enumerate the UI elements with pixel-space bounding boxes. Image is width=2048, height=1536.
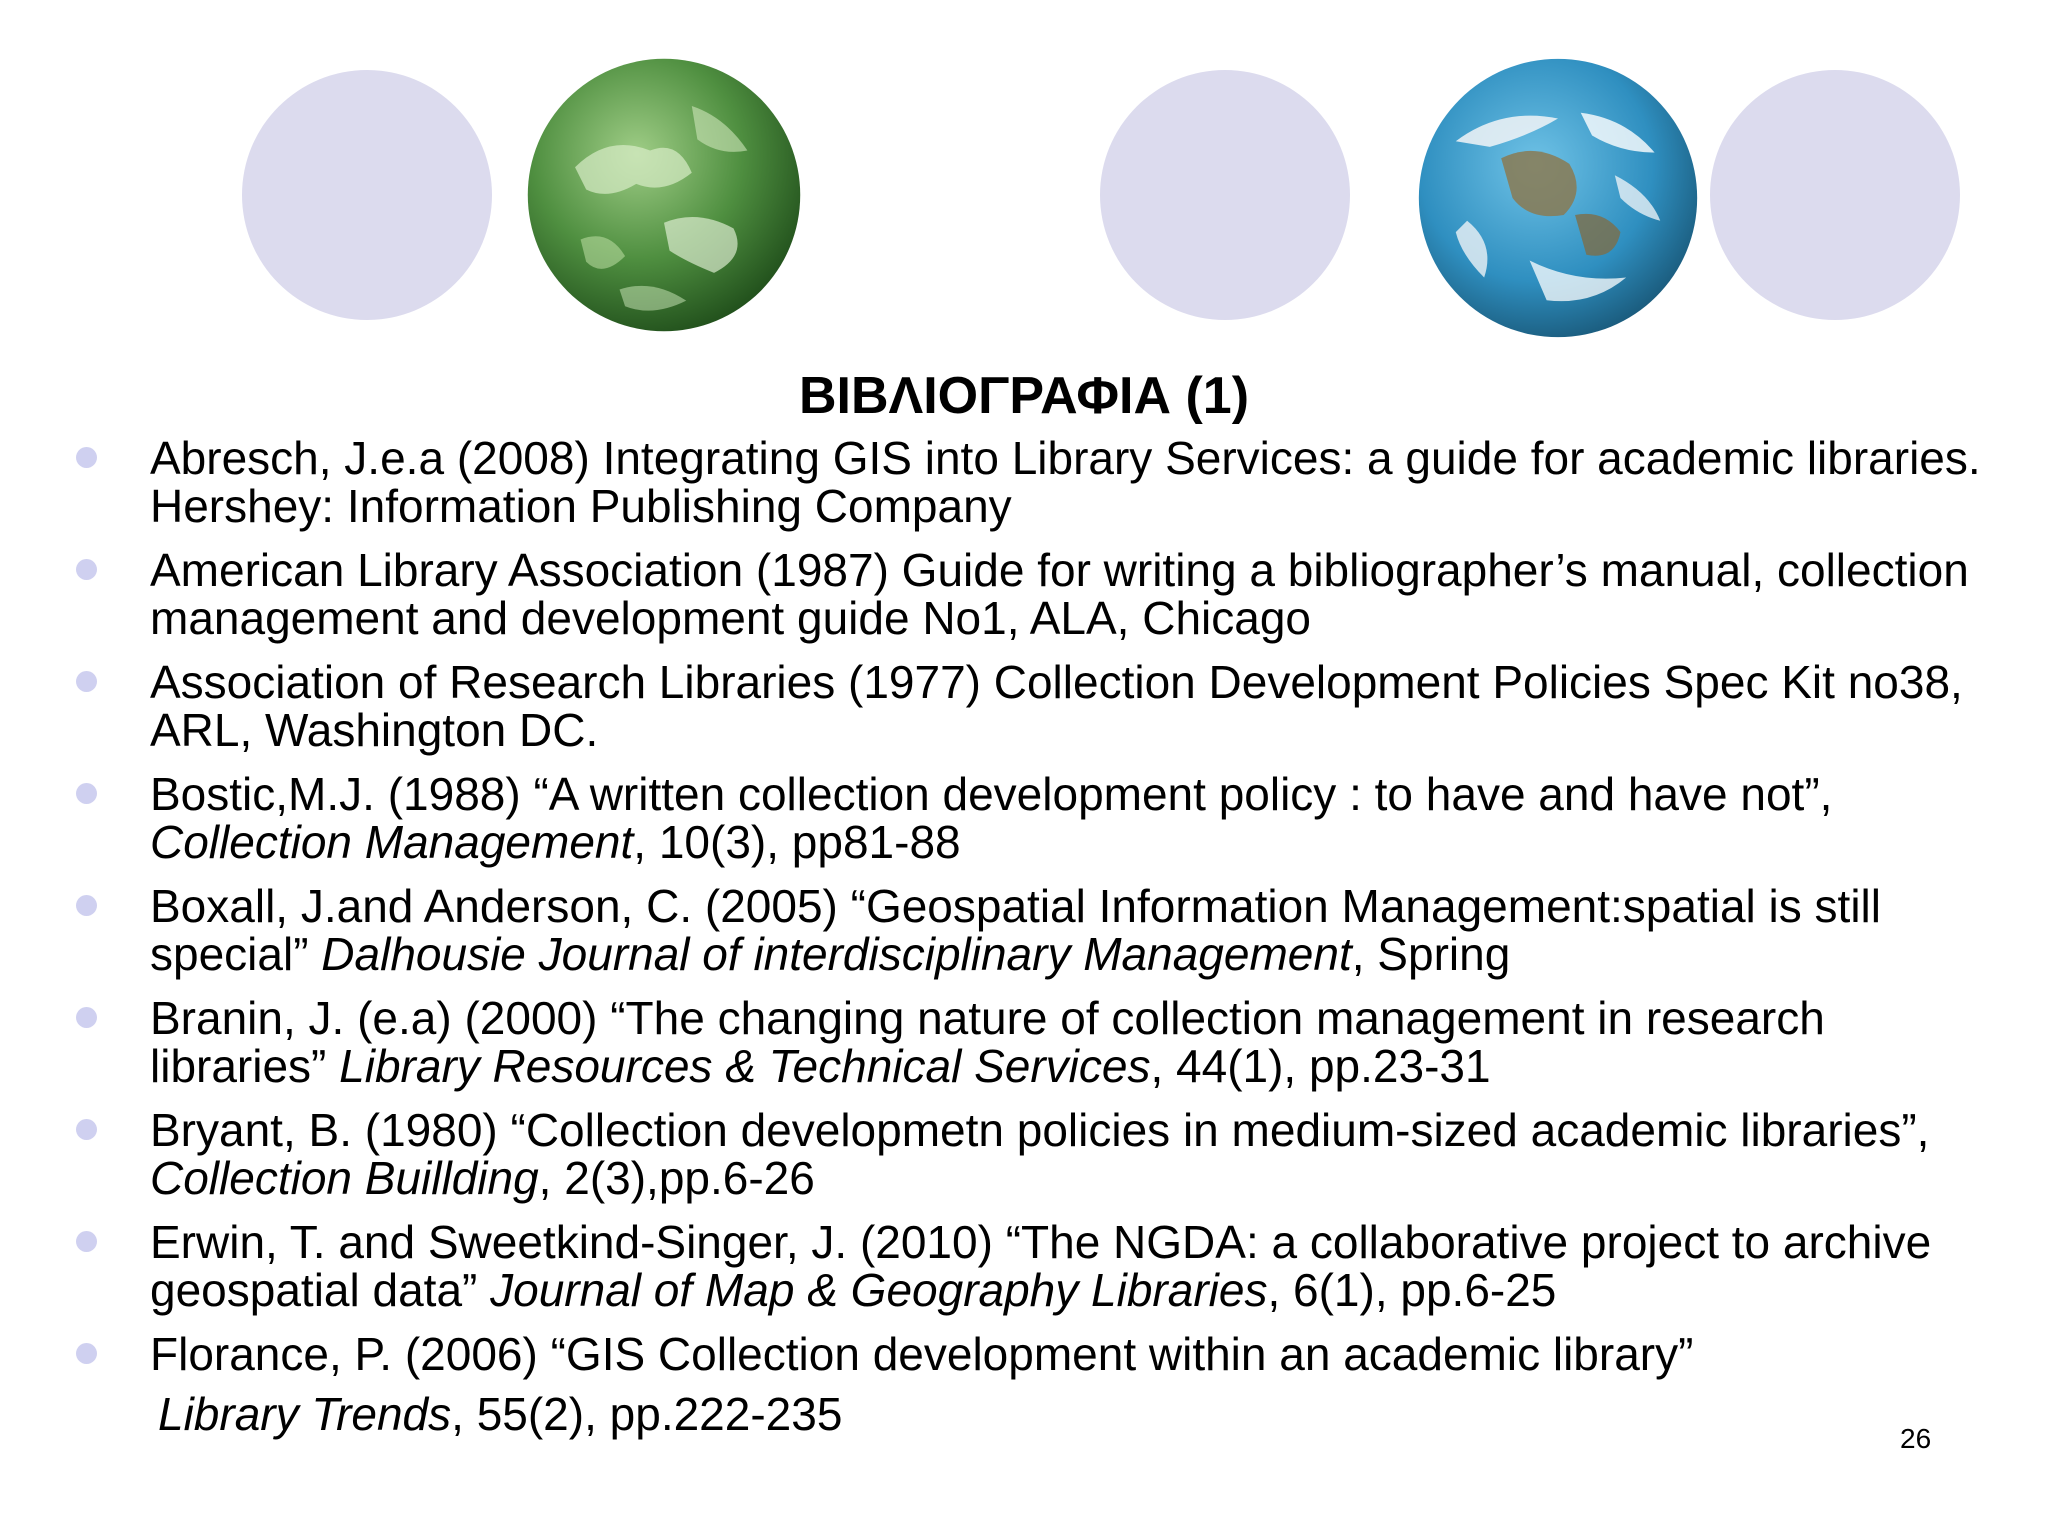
entry-text: Boxall, J.and Anderson, C. (2005) “Geospatial Information Management:spatial is still special” xyxy=(150,880,1881,980)
entry-text: Erwin, T. and Sweetkind-Singer, J. (2010) “The NGDA: a collaborative project to archive geospatial data” xyxy=(150,1216,1932,1316)
bibliography-entry xyxy=(0,658,2048,754)
bullet-icon xyxy=(76,1007,97,1028)
journal-title: Journal of Map & Geography Libraries xyxy=(490,1264,1268,1316)
bullet-icon xyxy=(76,559,97,580)
decor-circle-1 xyxy=(242,70,492,320)
bibliography-entry xyxy=(0,994,2048,1090)
entry-continuation xyxy=(150,1390,2008,1438)
decor-circle-2 xyxy=(1100,70,1350,320)
decor-circle-3 xyxy=(1710,70,1960,320)
entry-citation: , 2(3),pp.6-26 xyxy=(538,1152,815,1204)
entry-citation: , 10(3), pp81-88 xyxy=(633,816,961,868)
green-globe-icon xyxy=(525,56,803,334)
bibliography-entry xyxy=(0,1106,2048,1202)
entry-citation: , 55(2), pp.222-235 xyxy=(451,1388,843,1440)
bibliography-entry xyxy=(0,770,2048,866)
bullet-icon xyxy=(76,1231,97,1252)
blue-earth-globe-icon xyxy=(1416,56,1700,340)
entry-citation: , 44(1), pp.23-31 xyxy=(1150,1040,1491,1092)
bullet-icon xyxy=(76,1343,97,1364)
journal-title: Collection Management xyxy=(150,816,634,868)
journal-title: Collection Buillding xyxy=(150,1152,539,1204)
entry-citation: , Spring xyxy=(1351,928,1511,980)
bibliography-entry xyxy=(0,1218,2048,1314)
page-number: 26 xyxy=(1900,1423,1932,1454)
bibliography-list xyxy=(0,434,2048,1454)
journal-title: Dalhousie Journal of interdisciplinary Management xyxy=(321,928,1352,980)
bullet-icon xyxy=(76,1119,97,1140)
bullet-icon xyxy=(76,895,97,916)
entry-text: American Library Association (1987) Guide for writing a bibliographer’s manual, collection management and development guide No1, ALA, Chicago xyxy=(150,544,1969,644)
entry-text: Bryant, B. (1980) “Collection developmetn policies in medium-sized academic libraries”, xyxy=(150,1104,1930,1156)
entry-text: Branin, J. (e.a) (2000) “The changing nature of collection management in research libraries” xyxy=(150,992,1825,1092)
bullet-icon xyxy=(76,783,97,804)
bibliography-entry xyxy=(0,546,2048,642)
entry-text: Association of Research Libraries (1977) Collection Development Policies Spec Kit no38, ARL, Washington DC. xyxy=(150,656,1963,756)
bibliography-entry xyxy=(0,434,2048,530)
entry-text: Florance, P. (2006) “GIS Collection development within an academic library” xyxy=(150,1328,1694,1380)
journal-title: Library Resources & Technical Services xyxy=(339,1040,1151,1092)
entry-text: Abresch, J.e.a (2008) Integrating GIS into Library Services: a guide for academic libraries. Hershey: Information Publishing Company xyxy=(150,432,1981,532)
bullet-icon xyxy=(76,671,97,692)
entry-text: Bostic,M.J. (1988) “A written collection development policy : to have and have not”, xyxy=(150,768,1833,820)
bibliography-entry xyxy=(0,1330,2048,1438)
journal-title: Library Trends xyxy=(158,1388,452,1440)
bibliography-entry xyxy=(0,882,2048,978)
slide-title: ΒΙΒΛΙΟΓΡΑΦΙΑ (1) xyxy=(798,367,1250,425)
bullet-icon xyxy=(76,447,97,468)
entry-citation: , 6(1), pp.6-25 xyxy=(1267,1264,1557,1316)
